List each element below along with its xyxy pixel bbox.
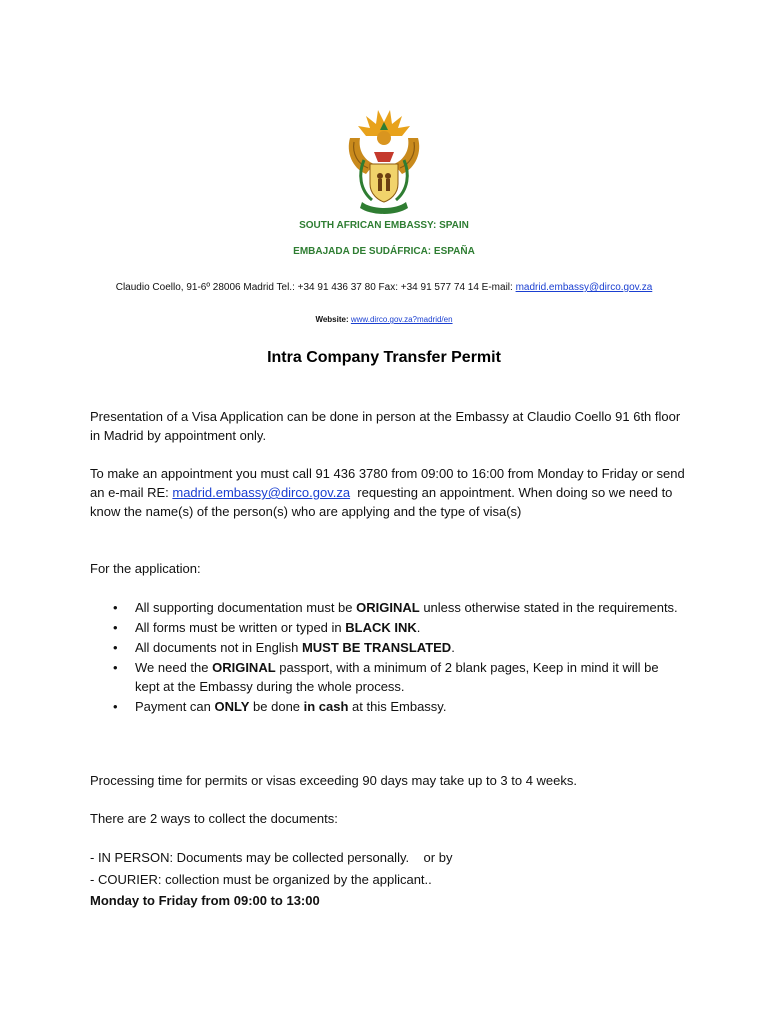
list-item-emphasis: ONLY xyxy=(214,699,250,714)
collection-hours: Monday to Friday from 09:00 to 13:00 xyxy=(90,893,320,908)
list-item-text: . xyxy=(416,620,421,635)
bullet-marker: • xyxy=(113,699,118,714)
list-item xyxy=(110,618,680,637)
contact-details xyxy=(0,282,768,293)
list-item-text: be done xyxy=(249,699,304,714)
paragraph-text: To make an appointment you must call 91 436 3780 from 09:00 to 16:00 from Monday to Friday or send an e-mail RE: xyxy=(90,466,685,500)
contact-address-phone: Claudio Coello, 91-6º 28006 Madrid Tel.: +34 91 436 37 80 Fax: +34 91 577 74 14 E-mail: xyxy=(115,282,516,293)
website-link[interactable]: www.dirco.gov.za?madrid/en xyxy=(350,315,453,324)
list-item-text: passport, with a minimum of 2 blank pages, Keep in mind it will be kept at the Embassy during the whole process. xyxy=(135,660,659,694)
list-item xyxy=(110,697,680,716)
list-item-text: We need the xyxy=(135,660,213,675)
list-item xyxy=(110,638,680,657)
list-item xyxy=(110,658,680,696)
coat-of-arms-icon xyxy=(344,108,424,216)
list-item-text: . xyxy=(451,640,455,655)
bullet-marker: • xyxy=(113,640,118,655)
list-item-emphasis: ORIGINAL xyxy=(356,600,420,615)
list-item-text: unless otherwise stated in the requirements. xyxy=(419,600,678,615)
list-item-text: at this Embassy. xyxy=(348,699,447,714)
website-label: Website: xyxy=(315,315,351,324)
list-item-text: All forms must be written or typed in xyxy=(135,620,346,635)
appointment-email-link[interactable]: madrid.embassy@dirco.gov.za xyxy=(172,485,351,500)
embassy-name-english: SOUTH AFRICAN EMBASSY: SPAIN xyxy=(299,220,469,231)
list-item-text: Payment can xyxy=(135,699,215,714)
bullet-marker: • xyxy=(113,660,118,675)
list-item-emphasis: ORIGINAL xyxy=(212,660,276,675)
bullet-marker: • xyxy=(113,620,118,635)
collection-in-person: - IN PERSON: Documents may be collected personally. or by xyxy=(90,850,453,865)
collection-courier: - COURIER: collection must be organized by the applicant.. xyxy=(90,872,432,887)
paragraph-appointment-contact xyxy=(90,464,690,521)
list-item-text: All supporting documentation must be xyxy=(135,600,357,615)
page-title: Intra Company Transfer Permit xyxy=(267,349,501,366)
embassy-name-spanish: EMBAJADA DE SUDÁFRICA: ESPAÑA xyxy=(293,246,475,257)
list-item-emphasis: MUST BE TRANSLATED xyxy=(301,640,452,655)
list-item-emphasis: BLACK INK xyxy=(345,620,417,635)
application-heading: For the application: xyxy=(90,561,201,576)
website-line xyxy=(0,315,768,324)
bullet-marker: • xyxy=(113,600,118,615)
processing-time: Processing time for permits or visas exceeding 90 days may take up to 3 to 4 weeks. xyxy=(90,773,578,788)
paragraph-text: requesting an appointment. When doing so we need to know the name(s) of the person(s) who are applying and the type of visa(s) xyxy=(90,485,677,519)
list-item-text: All documents not in English xyxy=(135,640,302,655)
list-item xyxy=(110,598,680,617)
list-item-emphasis: in cash xyxy=(303,699,349,714)
collection-heading: There are 2 ways to collect the documents: xyxy=(90,811,338,826)
requirements-list xyxy=(110,598,680,717)
contact-email-link[interactable]: madrid.embassy@dirco.gov.za xyxy=(515,282,653,293)
paragraph-appointment-location: Presentation of a Visa Application can be done in person at the Embassy at Claudio Coello 91 6th floor in Madrid by appointment only. xyxy=(90,409,681,443)
